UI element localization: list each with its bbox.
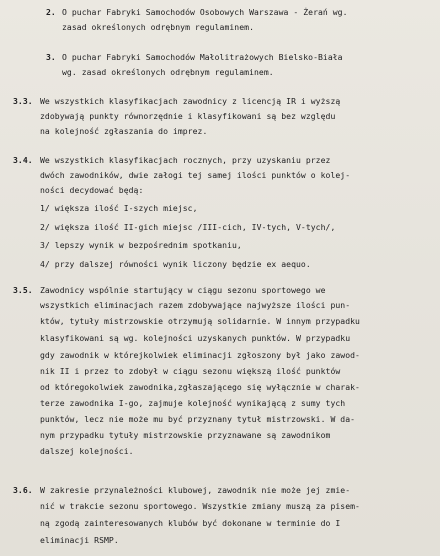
section-line: dwóch zawodników, dwie załogi tej samej ilości punktów o kolej- bbox=[40, 170, 351, 180]
item-line: wg. zasad określonych odrębnym regulaminem. bbox=[62, 67, 274, 77]
section-number: 3.4. bbox=[13, 155, 33, 165]
item-number: 2. bbox=[46, 7, 56, 17]
section-line: nik II i przez to zdobył w ciągu sezonu większą ilość punktów bbox=[40, 366, 341, 376]
section-number: 3.5. bbox=[13, 285, 33, 295]
section-line: gdy zawodnik w którejkolwiek eliminacji zgłoszony był jako zawod- bbox=[40, 350, 360, 360]
section-line: zdobywają punkty równorzędnie i klasyfikowani są bez względu bbox=[40, 111, 336, 121]
section-line: ną zgodą zainteresowanych klubów być dokonane w terminie do I bbox=[40, 518, 341, 528]
section-line: dalszej kolejności. bbox=[40, 446, 134, 456]
section-line: We wszystkich klasyfikacjach zawodnicy z licencją IR i wyższą bbox=[40, 96, 341, 106]
section-line: nym przypadku tytuły mistrzowskie przyznawane są zawodnikom bbox=[40, 430, 331, 440]
section-line: 3/ lepszy wynik w bezpośrednim spotkaniu, bbox=[40, 240, 242, 250]
section-line: Zawodnicy wspólnie startujący w ciągu sezonu sportowego we bbox=[40, 285, 326, 295]
section-line: nić w trakcie sezonu sportowego. Wszystkie zmiany muszą za pisem- bbox=[40, 501, 360, 511]
section-line: wszystkich eliminacjach razem zdobywające najwyższe ilości pun- bbox=[40, 300, 351, 310]
section-line: od któregokolwiek zawodnika,zgłaszającego się wyłącznie w charak- bbox=[40, 382, 360, 392]
section-number: 3.3. bbox=[13, 96, 33, 106]
section-line: na kolejność zgłaszania do imprez. bbox=[40, 126, 208, 136]
section-line: eliminacji RSMP. bbox=[40, 535, 119, 545]
section-line: terze zawodnika I-go, zajmuje kolejność wynikającą z sumy tych bbox=[40, 398, 346, 408]
section-number: 3.6. bbox=[13, 485, 33, 495]
item-line: O puchar Fabryki Samochodów Osobowych Warszawa - Żerań wg. bbox=[62, 7, 348, 17]
item-line: zasad określonych odrębnym regulaminem. bbox=[62, 22, 254, 32]
section-line: W zakresie przynależności klubowej, zawodnik nie może jej zmie- bbox=[40, 485, 351, 495]
section-line: 2/ większa ilość II-gich miejsc /III-cich, IV-tych, V-tych/, bbox=[40, 222, 336, 232]
section-line: ności decydować będą: bbox=[40, 185, 144, 195]
item-line: O puchar Fabryki Samochodów Małolitrażowych Bielsko-Biała bbox=[62, 52, 343, 62]
section-line: punktów, lecz nie może mu być przyznany tytuł mistrzowski. W da- bbox=[40, 414, 356, 424]
item-number: 3. bbox=[46, 52, 56, 62]
section-line: We wszystkich klasyfikacjach rocznych, przy uzyskaniu przez bbox=[40, 155, 331, 165]
section-line: 4/ przy dalszej równości wynik liczony będzie ex aequo. bbox=[40, 259, 311, 269]
section-line: któw, tytuły mistrzowskie otrzymują solidarnie. W innym przypadku bbox=[40, 316, 360, 326]
section-line: klasyfikowani są wg. kolejności uzyskanych punktów. W przypadku bbox=[40, 333, 351, 343]
section-line: 1/ większa ilość I-szych miejsc, bbox=[40, 203, 198, 213]
